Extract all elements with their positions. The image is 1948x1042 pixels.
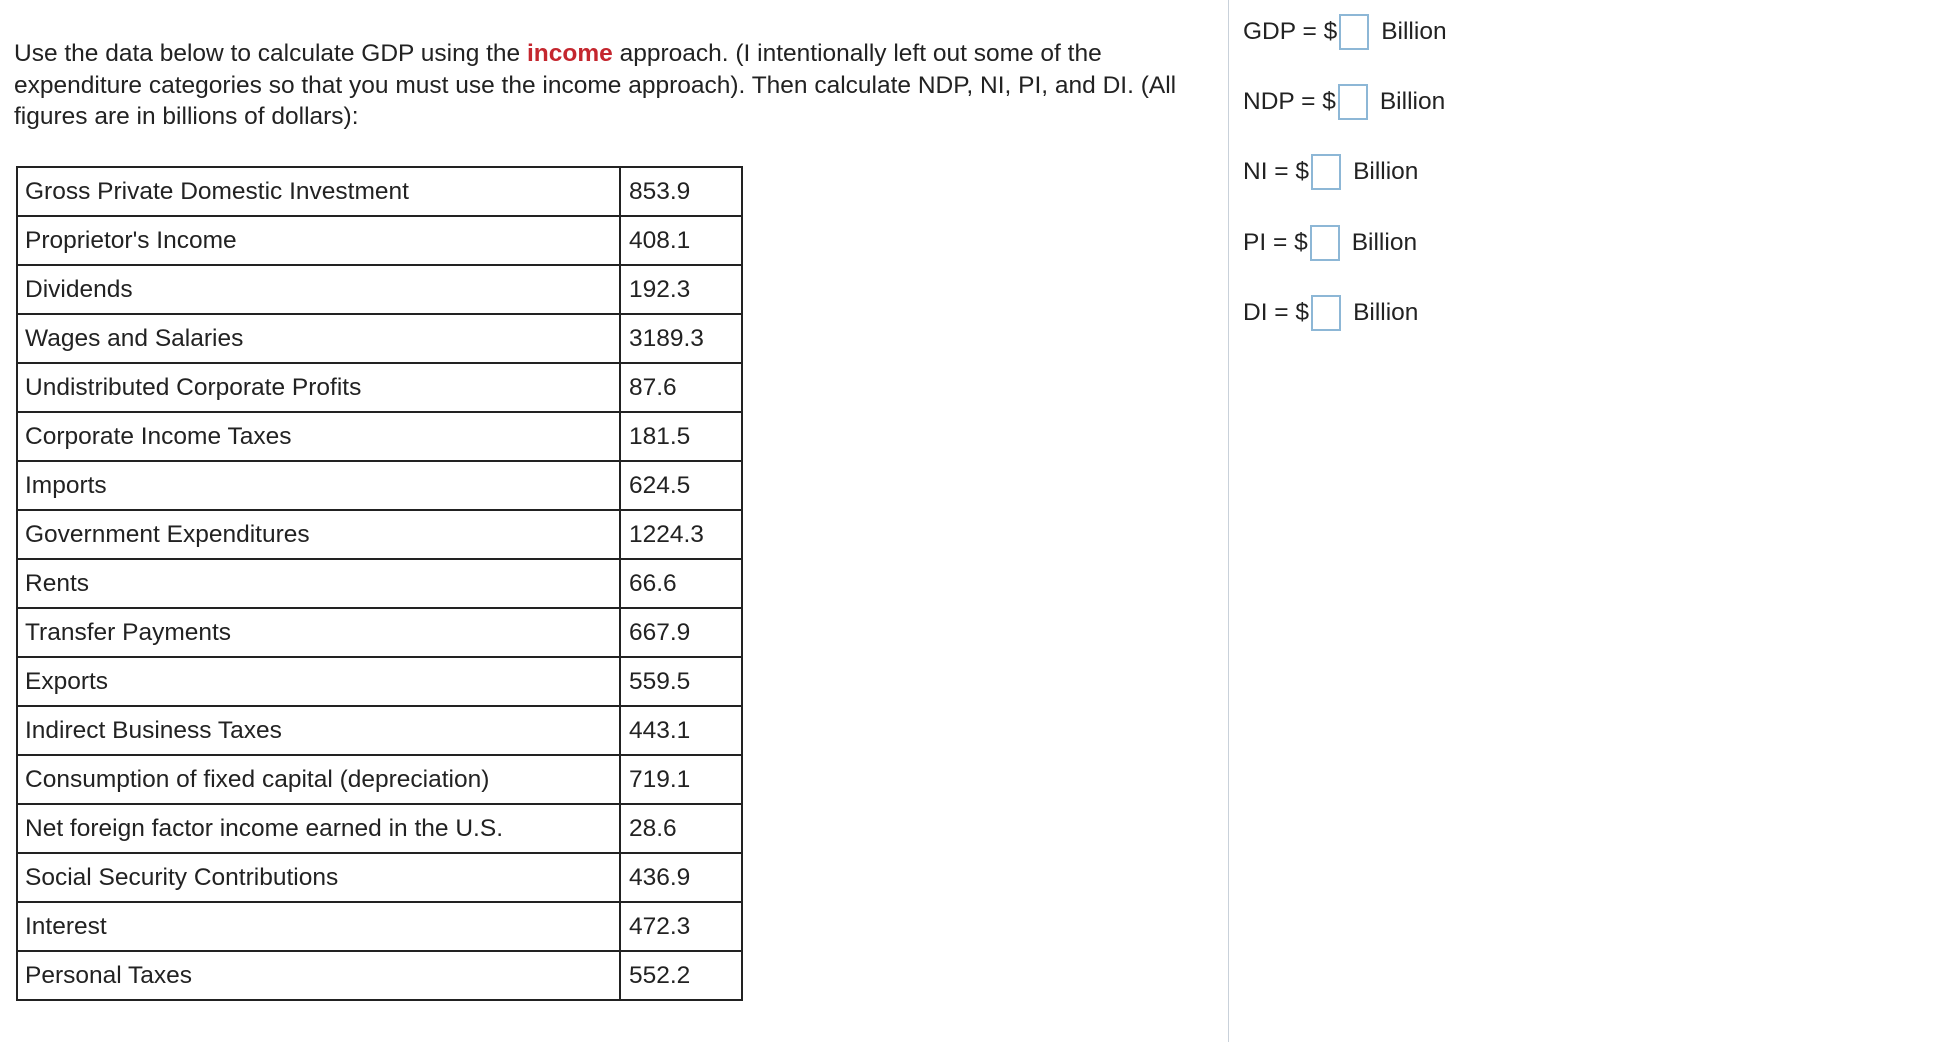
table-row: [17, 755, 742, 804]
gdp-unit-label: Billion: [1381, 18, 1447, 45]
table-row: [17, 853, 742, 902]
ndp-unit-label: Billion: [1379, 88, 1446, 115]
table-row: [17, 461, 742, 510]
table-row: [17, 608, 742, 657]
row-label: Undistributed Corporate Profits: [17, 363, 620, 412]
row-label: Gross Private Domestic Investment: [17, 167, 620, 216]
row-label: Social Security Contributions: [17, 853, 620, 902]
row-value: 667.9: [620, 608, 742, 657]
row-label: Rents: [17, 559, 620, 608]
table-row: [17, 951, 742, 1000]
row-label: Imports: [17, 461, 620, 510]
ni-label: NI = $: [1243, 158, 1310, 185]
ni-unit-label: Billion: [1353, 158, 1419, 185]
table-row: [17, 902, 742, 951]
table-row: [17, 363, 742, 412]
row-label: Net foreign factor income earned in the U.S.: [17, 804, 620, 853]
table-row: [17, 657, 742, 706]
gdp-answer-row: [1243, 14, 1447, 50]
row-value: 3189.3: [620, 314, 742, 363]
table-row: [17, 510, 742, 559]
di-input[interactable]: [1311, 295, 1341, 331]
table-row: [17, 314, 742, 363]
pi-label: PI = $: [1243, 229, 1308, 256]
ndp-answer-row: [1243, 84, 1445, 120]
row-value: 559.5: [620, 657, 742, 706]
ndp-input[interactable]: [1338, 84, 1368, 120]
di-unit-label: Billion: [1353, 299, 1419, 326]
table-row: [17, 412, 742, 461]
row-value: 192.3: [620, 265, 742, 314]
pi-answer-row: [1243, 225, 1417, 261]
table-row: [17, 216, 742, 265]
row-label: Proprietor's Income: [17, 216, 620, 265]
question-highlight-income: income: [527, 40, 613, 67]
table-row: [17, 167, 742, 216]
row-label: Exports: [17, 657, 620, 706]
question-text-before: Use the data below to calculate GDP using the: [14, 40, 527, 67]
row-value: 443.1: [620, 706, 742, 755]
row-label: Dividends: [17, 265, 620, 314]
row-value: 472.3: [620, 902, 742, 951]
ni-input[interactable]: [1311, 154, 1341, 190]
row-label: Government Expenditures: [17, 510, 620, 559]
row-label: Wages and Salaries: [17, 314, 620, 363]
data-table: [16, 166, 743, 1001]
row-value: 1224.3: [620, 510, 742, 559]
question-panel: [14, 38, 1204, 133]
table-row: [17, 804, 742, 853]
row-label: Interest: [17, 902, 620, 951]
pi-input[interactable]: [1310, 225, 1340, 261]
row-value: 181.5: [620, 412, 742, 461]
pi-unit-label: Billion: [1351, 229, 1418, 256]
row-value: 624.5: [620, 461, 742, 510]
table-row: [17, 559, 742, 608]
row-value: 28.6: [620, 804, 742, 853]
ni-answer-row: [1243, 154, 1418, 190]
gdp-label: GDP = $: [1243, 18, 1338, 45]
row-label: Corporate Income Taxes: [17, 412, 620, 461]
row-value: 552.2: [620, 951, 742, 1000]
row-value: 436.9: [620, 853, 742, 902]
row-label: Indirect Business Taxes: [17, 706, 620, 755]
question-text-after: approach. (I intentionally left out some of the expenditure categories so that you must use the income approach). Then calculate NDP, NI, PI, and DI. (All figures are in billions of dollars):: [14, 40, 1177, 130]
ndp-label: NDP = $: [1243, 88, 1336, 115]
row-value: 408.1: [620, 216, 742, 265]
question-text: [14, 38, 1199, 133]
row-label: Transfer Payments: [17, 608, 620, 657]
row-label: Personal Taxes: [17, 951, 620, 1000]
gdp-input[interactable]: [1339, 14, 1369, 50]
row-value: 719.1: [620, 755, 742, 804]
di-label: DI = $: [1243, 299, 1310, 326]
table-row: [17, 265, 742, 314]
di-answer-row: [1243, 295, 1418, 331]
row-value: 87.6: [620, 363, 742, 412]
row-label: Consumption of fixed capital (depreciation): [17, 755, 620, 804]
row-value: 66.6: [620, 559, 742, 608]
table-row: [17, 706, 742, 755]
row-value: 853.9: [620, 167, 742, 216]
panel-divider: [1228, 0, 1229, 1042]
